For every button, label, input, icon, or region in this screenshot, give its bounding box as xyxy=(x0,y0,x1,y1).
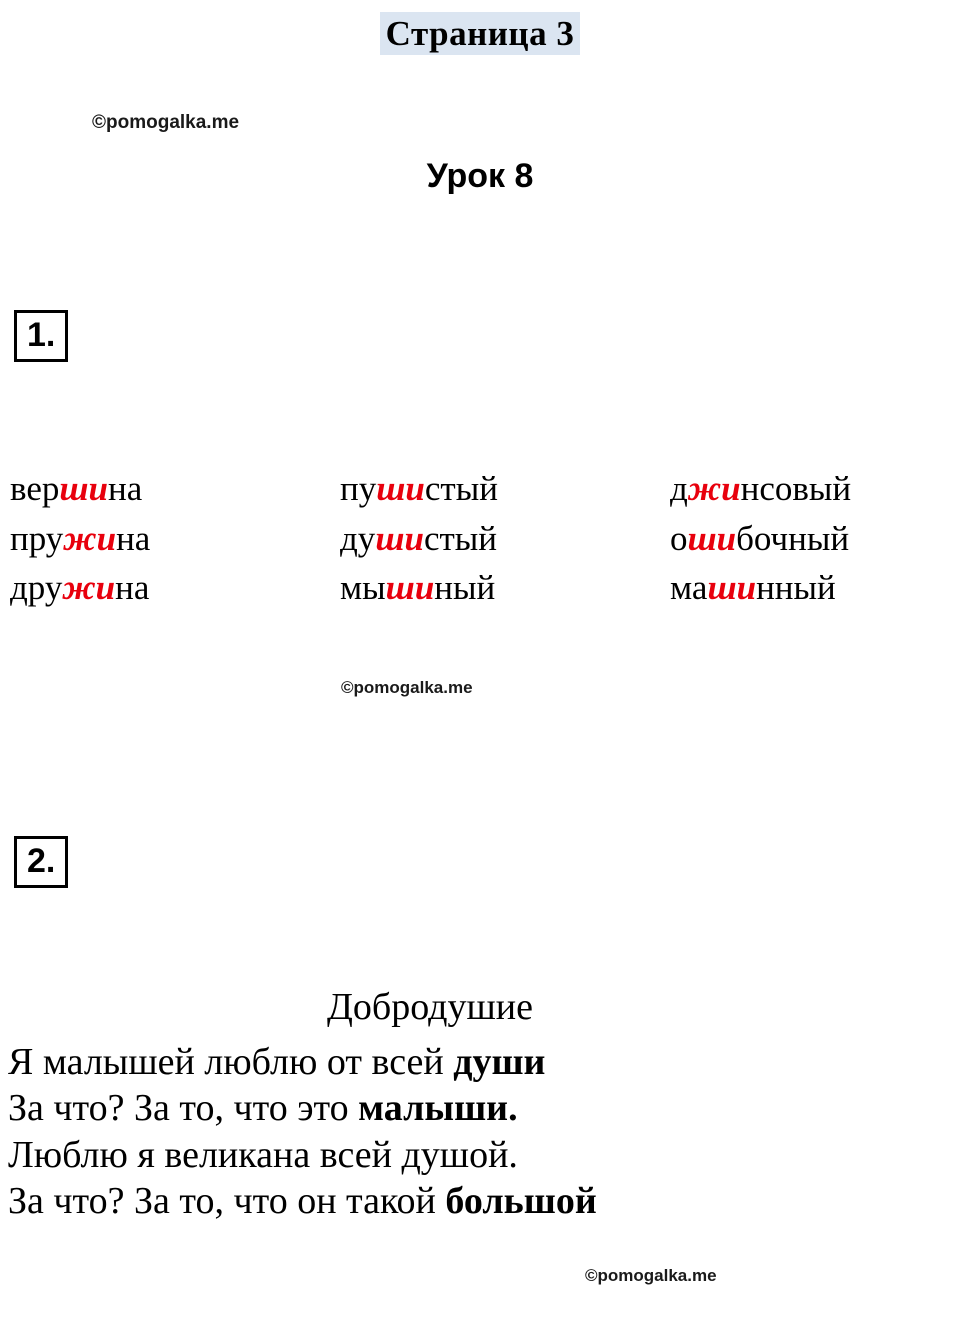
word-item: душистый xyxy=(340,518,498,558)
word-item: вершина xyxy=(10,469,143,508)
word-item: машинный xyxy=(670,568,836,608)
page-title-text: Страница 3 xyxy=(380,12,581,55)
lesson-title: Урок 8 xyxy=(426,157,534,195)
word-column-2 xyxy=(340,464,670,613)
word-column-3 xyxy=(670,464,960,613)
poem-line: За что? За то, что он такой большой xyxy=(8,1180,597,1223)
watermark-middle: ©pomogalka.me xyxy=(341,678,473,697)
poem-title: Добродушие xyxy=(327,986,533,1028)
poem xyxy=(0,985,960,1224)
task-number-2: 2. xyxy=(14,836,68,888)
poem-line: Люблю я великана всей душой. xyxy=(8,1133,518,1176)
word-item: ошибочный xyxy=(670,518,850,558)
watermark-top: ©pomogalka.me xyxy=(92,112,240,133)
poem-line: Я малышей люблю от всей души xyxy=(8,1041,546,1083)
poem-line: За что? За то, что это малыши. xyxy=(8,1087,518,1130)
word-item: пружина xyxy=(10,518,151,558)
word-column-1 xyxy=(0,464,340,613)
watermark-bottom: ©pomogalka.me xyxy=(585,1266,717,1285)
task-number-1: 1. xyxy=(14,310,68,362)
page-title xyxy=(0,14,960,54)
word-item: пушистый xyxy=(340,469,498,508)
word-columns xyxy=(0,464,960,613)
word-item: дружина xyxy=(10,568,150,608)
word-item: джинсовый xyxy=(670,469,852,508)
word-item: мышиный xyxy=(340,568,496,608)
